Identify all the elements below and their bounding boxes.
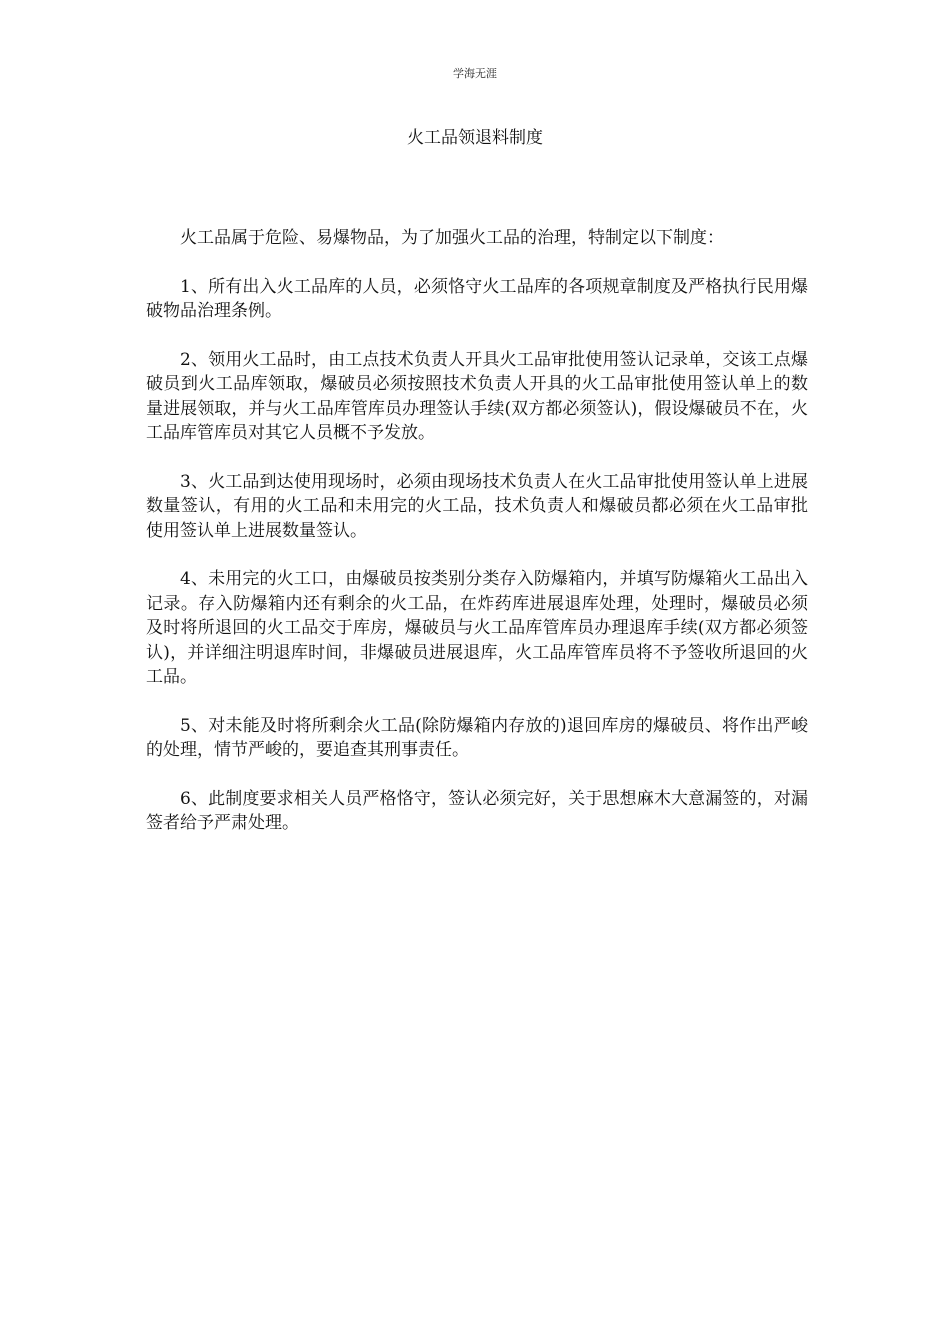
rule-paragraph-5: 5、对未能及时将所剩余火工品(除防爆箱内存放的)退回库房的爆破员、将作出严峻的处理，情节严峻的，要追查其刑事责任。 (146, 715, 808, 760)
document-title: 火工品领退料制度 (407, 128, 543, 148)
document-body (146, 226, 808, 860)
rule-paragraph-1: 1、所有出入火工品库的人员，必须恪守火工品库的各项规章制度及严格执行民用爆破物品治理条例。 (146, 276, 808, 321)
rule-paragraph-4: 4、未用完的火工口，由爆破员按类别分类存入防爆箱内，并填写防爆箱火工品出入记录。存入防爆箱内还有剩余的火工品，在炸药库进展退库处理，处理时，爆破员必须及时将所退回的火工品交于库房，爆破员与火工品库管库员办理退库手续(双方都必须签认)，并详细注明退库时间，非爆破员进展退库，火工品库管库员将不予签收所退回的火工品。 (146, 569, 808, 687)
rule-paragraph-6: 6、此制度要求相关人员严格恪守，签认必须完好，关于思想麻木大意漏签的，对漏签者给予严肃处理。 (146, 788, 808, 833)
intro-paragraph: 火工品属于危险、易爆物品，为了加强火工品的治理，特制定以下制度： (180, 228, 724, 248)
rule-paragraph-3: 3、火工品到达使用现场时，必须由现场技术负责人在火工品审批使用签认单上进展数量签认，有用的火工品和未用完的火工品，技术负责人和爆破员都必须在火工品审批使用签认单上进展数量签认。 (146, 471, 808, 541)
rule-paragraph-2: 2、领用火工品时，由工点技术负责人开具火工品审批使用签认记录单，交该工点爆破员到火工品库领取，爆破员必须按照技术负责人开具的火工品审批使用签认单上的数量进展领取，并与火工品库管库员办理签认手续(双方都必须签认)，假设爆破员不在，火工品库管库员对其它人员概不予发放。 (146, 349, 808, 443)
page-header: 学海无涯 (453, 67, 497, 80)
